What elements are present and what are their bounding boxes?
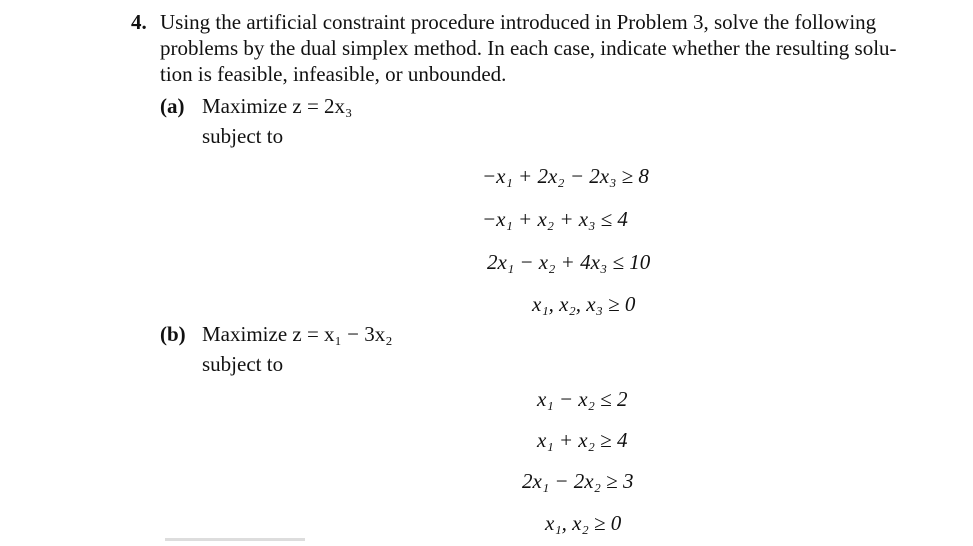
part-b-objective: Maximize z = x₁ − 3x₂	[202, 322, 393, 346]
part-b-nonnegativity: x₁, x₂ ≥ 0	[545, 511, 622, 535]
part-a-subject-to: subject to	[202, 124, 284, 148]
part-a-constraint-1: −x₁ + 2x₂ − 2x₃ ≥ 8	[482, 164, 649, 188]
part-b-label: (b)	[160, 322, 186, 346]
part-b-constraint-2: x₁ + x₂ ≥ 4	[537, 428, 628, 452]
statement-line-3: tion is feasible, infeasible, or unbounded.	[160, 62, 507, 86]
part-a-label: (a)	[160, 94, 185, 118]
part-a-objective: Maximize z = 2x₃	[202, 94, 353, 118]
part-a-constraint-3: 2x₁ − x₂ + 4x₃ ≤ 10	[487, 250, 651, 274]
part-a-nonnegativity: x₁, x₂, x₃ ≥ 0	[532, 292, 636, 316]
part-b-subject-to: subject to	[202, 352, 284, 376]
statement-line-1: Using the artificial constraint procedure introduced in Problem 3, solve the following	[160, 10, 877, 34]
part-b-constraint-3: 2x₁ − 2x₂ ≥ 3	[522, 469, 634, 493]
statement-line-2: problems by the dual simplex method. In each case, indicate whether the resulting solu-	[160, 36, 897, 60]
part-b-constraint-1: x₁ − x₂ ≤ 2	[537, 387, 628, 411]
part-a-constraint-2: −x₁ + x₂ + x₃ ≤ 4	[482, 207, 628, 231]
problem-number: 4.	[131, 10, 147, 34]
